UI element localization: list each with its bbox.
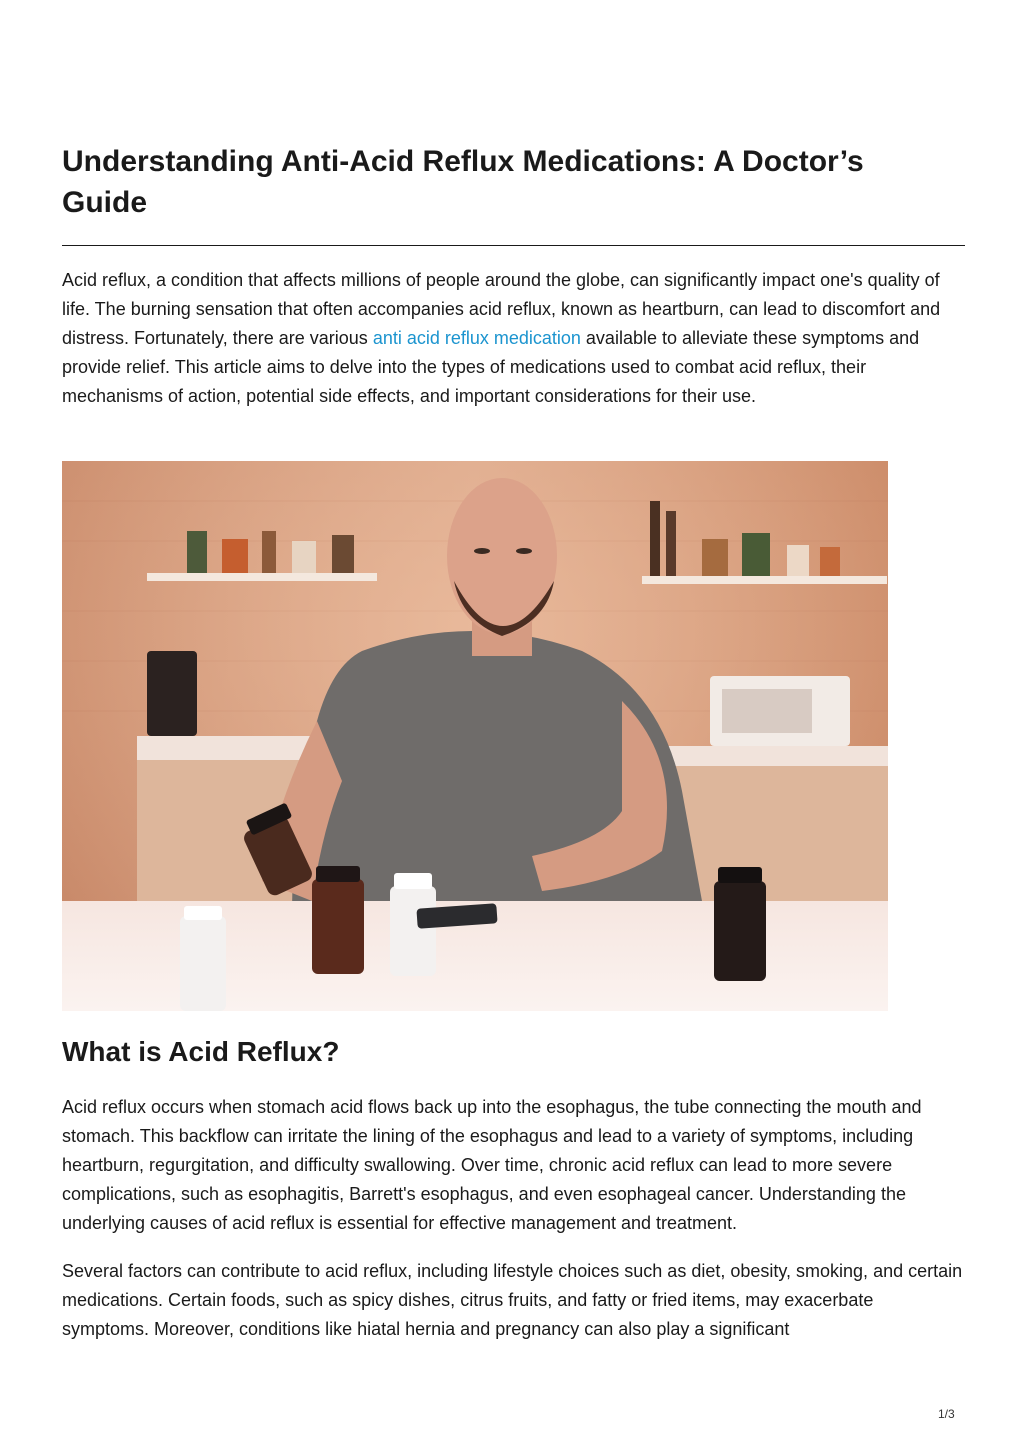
anti-acid-reflux-medication-link[interactable]: anti acid reflux medication xyxy=(372,328,581,348)
intro-text-before-link: Acid reflux, a condition that affects millions of people around the globe, can significantly impact one's quality of life. The burning sensation that often accompanies acid reflux, known as heartburn, can lead to discomfort and distress. Fortunately, there are various xyxy=(62,270,941,348)
article-title: Understanding Anti-Acid Reflux Medications: A Doctor’s Guide xyxy=(62,145,864,219)
page-number: 1/3 xyxy=(938,1407,955,1421)
intro-paragraph xyxy=(62,266,965,411)
intro-text-after-link: available to alleviate these symptoms and provide relief. This article aims to delve into the types of medications used to combat acid reflux, their mechanisms of action, potential side effects, and important considerations for their use. xyxy=(62,328,920,406)
section-heading: What is Acid Reflux? xyxy=(62,1036,340,1067)
section-paragraph-2: Several factors can contribute to acid reflux, including lifestyle choices such as diet, obesity, smoking, and certain medications. Certain foods, such as spicy dishes, citrus fruits, and fatty or fried items, may exacerbate symptoms. Moreover, conditions like hiatal hernia and pregnancy can also play a significant xyxy=(62,1261,963,1339)
section-paragraph-1: Acid reflux occurs when stomach acid flows back up into the esophagus, the tube connecting the mouth and stomach. This backflow can irritate the lining of the esophagus and lead to a variety of symptoms, including heartburn, regurgitation, and difficulty swallowing. Over time, chronic acid reflux can lead to more severe complications, such as esophagitis, Barrett's esophagus, and even esophageal cancer. Understanding the underlying causes of acid reflux is essential for effective management and treatment. xyxy=(62,1097,922,1233)
article-photo xyxy=(62,461,888,1011)
title-divider xyxy=(62,245,965,246)
